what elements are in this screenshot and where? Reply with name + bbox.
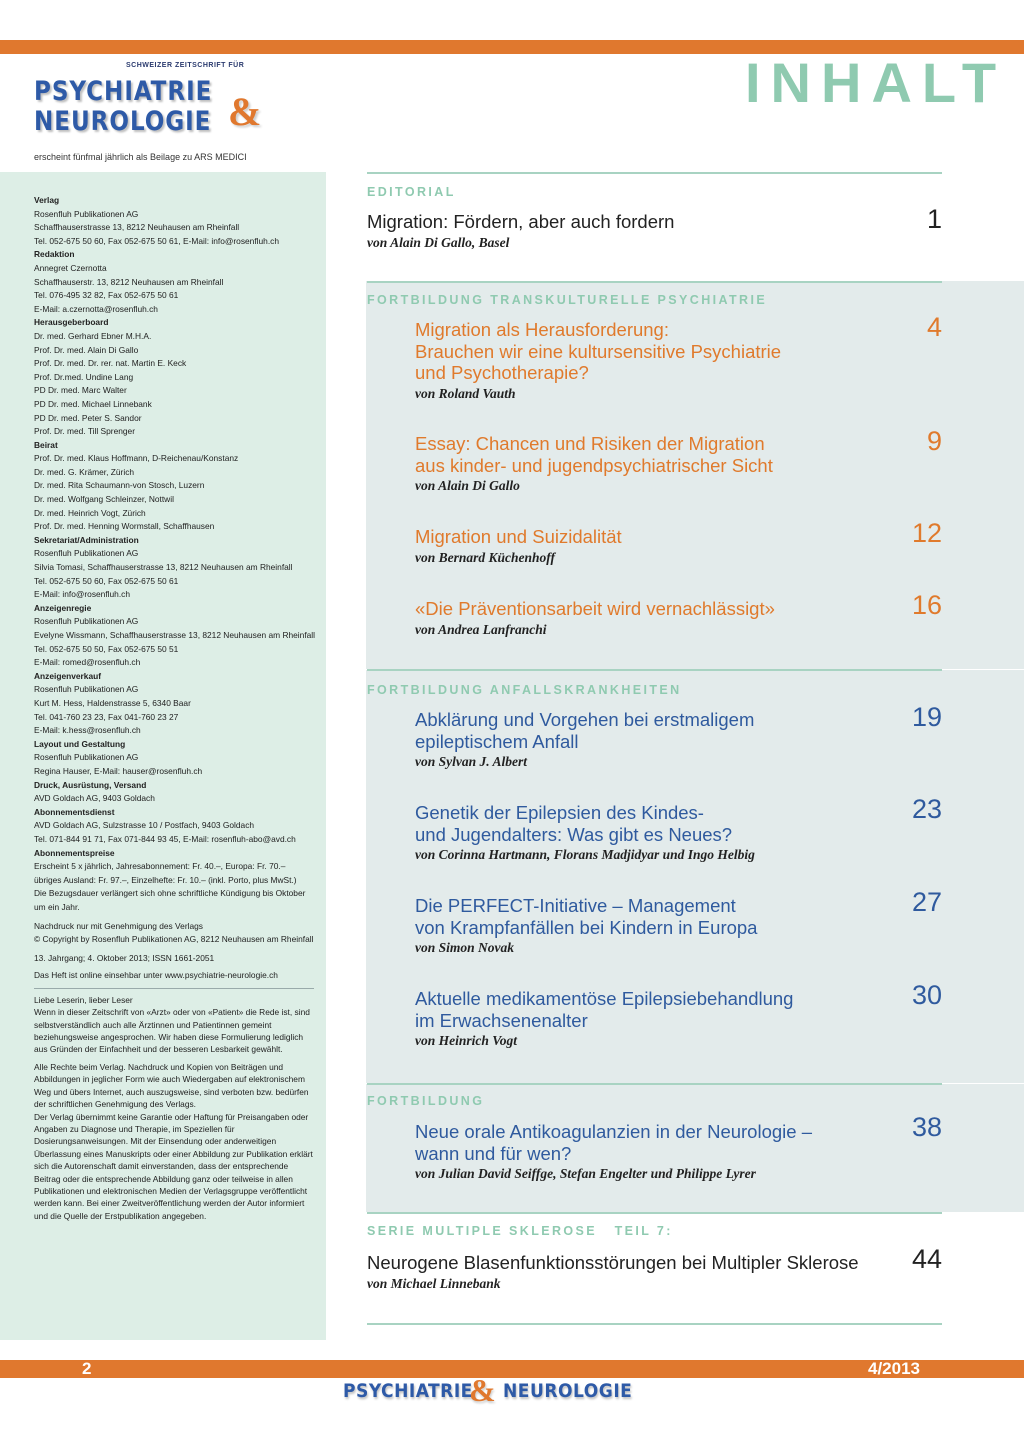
impressum-line: PD Dr. med. Marc Walter bbox=[34, 385, 127, 396]
entry-author: von Julian David Seiffge, Stefan Engelter und Philippe Lyrer bbox=[415, 1166, 756, 1181]
impressum-heading: Beirat bbox=[34, 439, 58, 450]
masthead-kicker: SCHWEIZER ZEITSCHRIFT FÜR bbox=[126, 62, 245, 69]
impressum-line[interactable]: Tel. 071-844 91 71, Fax 071-844 93 45, E-Mail: rosenfluh-abo@avd.ch bbox=[34, 833, 296, 844]
entry-title[interactable]: Migration und Suizidalität bbox=[415, 526, 622, 547]
impressum-line[interactable]: E-Mail: romed@rosenfluh.ch bbox=[34, 657, 141, 668]
section-transkulturell: FORTBILDUNG TRANSKULTURELLE PSYCHIATRIE bbox=[367, 293, 768, 307]
impressum-line: Silvia Tomasi, Schaffhauserstrasse 13, 8212 Neuhausen am Rheinfall bbox=[34, 562, 293, 573]
entry-author: von Andrea Lanfranchi bbox=[415, 621, 547, 637]
entry-title[interactable]: Migration als Herausforderung: Brauchen wir eine kultursensitive Psychiatrie und Psychotherapie? bbox=[415, 319, 782, 383]
impressum-heading: Layout und Gestaltung bbox=[34, 738, 126, 749]
impressum-line: Rosenfluh Publikationen AG bbox=[34, 548, 139, 559]
impressum-heading: Herausgeberboard bbox=[34, 317, 109, 328]
online-note: Das Heft ist online einsehbar unter www.psychiatrie-neurologie.ch bbox=[34, 970, 278, 981]
section-rule bbox=[367, 669, 942, 671]
impressum-line: Prof. Dr. med. Klaus Hoffmann, D-Reichenau/Konstanz bbox=[34, 453, 239, 464]
impressum-heading: Druck, Ausrüstung, Versand bbox=[34, 779, 147, 790]
impressum-line: Prof. Dr. med. Dr. rer. nat. Martin E. Keck bbox=[34, 358, 187, 369]
toc-entry-praevention[interactable] bbox=[415, 598, 775, 638]
entry-author: von Roland Vauth bbox=[415, 385, 516, 401]
impressum-block bbox=[34, 602, 316, 670]
entry-author: von Bernard Küchenhoff bbox=[415, 549, 556, 565]
entry-page: 23 bbox=[911, 794, 942, 824]
entry-title[interactable]: Die PERFECT-Initiative – Management von Krampfanfällen bei Kindern in Europa bbox=[415, 895, 758, 938]
impressum-line: Kurt M. Hess, Haldenstrasse 5, 6340 Baar bbox=[34, 697, 191, 708]
entry-page: 1 bbox=[926, 204, 942, 234]
toc-entry-genetik[interactable] bbox=[415, 802, 755, 863]
section-editorial: EDITORIAL bbox=[367, 185, 456, 199]
impressum-line: Dr. med. Wolfgang Schleinzer, Nottwil bbox=[34, 494, 174, 505]
masthead-subtitle: erscheint fünfmal jährlich als Beilage zu ARS MEDICI bbox=[34, 152, 247, 162]
impressum-block bbox=[34, 670, 316, 738]
impressum-line: Dr. med. G. Krämer, Zürich bbox=[34, 466, 135, 477]
impressum-line: Annegret Czernotta bbox=[34, 262, 107, 273]
section-rule bbox=[367, 1323, 942, 1325]
toc-entry-perfect[interactable] bbox=[415, 895, 757, 956]
impressum-blocks bbox=[34, 194, 316, 914]
entry-author: von Heinrich Vogt bbox=[415, 1033, 518, 1048]
impressum-line: AVD Goldach AG, Sulzstrasse 10 / Postfach, 9403 Goldach bbox=[34, 820, 255, 831]
masthead-neurologie: NEUROLOGIE bbox=[34, 106, 212, 137]
impressum-block bbox=[34, 194, 316, 248]
entry-page: 12 bbox=[911, 518, 942, 548]
entry-title[interactable]: Abklärung und Vorgehen bei erstmaligem epileptischem Anfall bbox=[415, 709, 755, 752]
impressum-heading: Abonnementspreise bbox=[34, 847, 115, 858]
impressum-line: Evelyne Wissmann, Schaffhauserstrasse 13, 8212 Neuhausen am Rheinfall bbox=[34, 630, 316, 640]
impressum-block bbox=[34, 534, 316, 602]
entry-title[interactable]: «Die Präventionsarbeit wird vernachlässigt» bbox=[415, 598, 775, 619]
entry-author: von Michael Linnebank bbox=[367, 1275, 501, 1291]
impressum-line: Rosenfluh Publikationen AG bbox=[34, 752, 139, 763]
impressum-line: Prof. Dr.med. Undine Lang bbox=[34, 371, 134, 382]
impressum-line[interactable]: E-Mail: info@rosenfluh.ch bbox=[34, 589, 131, 600]
footer-logo-psychiatrie: PSYCHIATRIE bbox=[343, 1380, 473, 1402]
impressum-heading: Abonnementsdienst bbox=[34, 806, 115, 817]
page-number: 2 bbox=[82, 1359, 92, 1378]
impressum-line: Prof. Dr. med. Henning Wormstall, Schaffhausen bbox=[34, 521, 215, 532]
copyright: © Copyright by Rosenfluh Publikationen AG, 8212 Neuhausen am Rheinfall bbox=[34, 934, 314, 945]
impressum-block bbox=[34, 738, 316, 779]
impressum-line: Die Bezugsdauer verlängert sich ohne schriftliche Kündigung bis Oktober bbox=[34, 888, 306, 899]
rights-note: Alle Rechte beim Verlag. Nachdruck und Kopien von Beiträgen und Abbildungen in jeglicher Form wie auch Wiedergaben auf elektronischem Weg und übers Internet, auch auszugsweise, sind verboten bzw. bedürfen der schriftlichen Genehmigung des Verlags. bbox=[34, 1061, 309, 1110]
impressum-line: Tel. 052-675 50 60, Fax 052-675 50 61 bbox=[34, 575, 179, 586]
impressum-line: Rosenfluh Publikationen AG bbox=[34, 616, 139, 627]
impressum-block bbox=[34, 248, 316, 316]
footer-logo-neurologie: NEUROLOGIE bbox=[503, 1380, 633, 1402]
impressum-line: PD Dr. med. Michael Linnebank bbox=[34, 398, 152, 409]
entry-page: 30 bbox=[911, 980, 942, 1010]
entry-page: 44 bbox=[911, 1244, 942, 1274]
section-rule bbox=[367, 172, 942, 174]
impressum-line: Prof. Dr. med. Till Sprenger bbox=[34, 426, 136, 437]
entry-page: 27 bbox=[911, 887, 942, 917]
impressum-line[interactable]: Regina Hauser, E-Mail: hauser@rosenfluh.ch bbox=[34, 765, 203, 776]
entry-page: 16 bbox=[911, 590, 942, 620]
issue-number: 4/2013 bbox=[868, 1359, 920, 1378]
impressum-line: Tel. 052-675 50 50, Fax 052-675 50 51 bbox=[34, 643, 179, 654]
toc-entry-abklaerung[interactable] bbox=[415, 709, 754, 770]
sidebar-divider bbox=[34, 988, 314, 989]
section-anfall: FORTBILDUNG ANFALLSKRANKHEITEN bbox=[367, 683, 682, 697]
entry-title[interactable]: Essay: Chancen und Risiken der Migration aus kinder- und jugendpsychiatrischer Sicht bbox=[415, 433, 773, 476]
impressum-heading: Verlag bbox=[34, 195, 60, 205]
impressum-block bbox=[34, 806, 316, 847]
impressum-heading: Anzeigenverkauf bbox=[34, 670, 102, 681]
entry-page: 19 bbox=[911, 702, 942, 732]
impressum-line: Rosenfluh Publikationen AG bbox=[34, 684, 139, 695]
toc-entry-epilepsiebehandlung[interactable] bbox=[415, 988, 793, 1049]
impressum-line: Schaffhauserstrasse 13, 8212 Neuhausen am Rheinfall bbox=[34, 222, 240, 233]
section-rule bbox=[367, 1083, 942, 1085]
entry-author: von Corinna Hartmann, Florans Madjidyar und Ingo Helbig bbox=[415, 847, 755, 862]
masthead-logo bbox=[32, 62, 332, 172]
liability-note: Der Verlag übernimmt keine Garantie oder Haftung für Preisangaben oder Angaben zu Diagnose und Therapie, im Speziellen für Dosierungsanweisungen. Mit der Einsendung oder anderweitigen Überlassung eines Manuskripts oder einer Abbildung zur Publikation erklärt sich die Autorenschaft damit einverstanden, dass der entsprechende Beitrag oder die entsprechende Abbildung ganz oder teilweise in allen Publikationen und elektronischen Medien der Verlagsgruppe veröffentlicht werden kann. Bei einer Zweitveröffentlichung werden der Autor informiert und die Quelle der Erstpublikation angegeben. bbox=[34, 1111, 313, 1221]
toc-entry-editorial[interactable] bbox=[367, 211, 674, 251]
entry-page: 4 bbox=[926, 312, 942, 342]
impressum-line: übriges Ausland: Fr. 97.–, Einzelhefte: Fr. 10.– (inkl. Porto, plus MwSt.) bbox=[34, 874, 297, 885]
impressum-block bbox=[34, 779, 316, 806]
entry-title[interactable]: Neurogene Blasenfunktionsstörungen bei Multipler Sklerose bbox=[367, 1252, 859, 1273]
impressum-block bbox=[34, 439, 316, 534]
impressum-line: Dr. med. Rita Schaumann-von Stosch, Luzern bbox=[34, 480, 205, 491]
impressum-line: Dr. med. Heinrich Vogt, Zürich bbox=[34, 507, 146, 518]
entry-author: von Alain Di Gallo bbox=[415, 478, 520, 493]
section-ms: SERIE MULTIPLE SKLEROSE TEIL 7: bbox=[367, 1224, 673, 1238]
impressum-line[interactable]: E-Mail: a.czernotta@rosenfluh.ch bbox=[34, 303, 158, 314]
footer-logo-ampersand: & bbox=[469, 1372, 496, 1408]
gender-note: Liebe Leserin, lieber Leser Wenn in dieser Zeitschrift von «Arzt» oder von «Patient» die Rede ist, sind selbstverständlich auch alle Ärztinnen und Patientinnen gemeint beziehungsweise angesprochen. Wir haben diese Formulierung lediglich aus Gründen der Einfachheit und der besseren Lesbarkeit gewählt. bbox=[34, 994, 310, 1055]
entry-page: 9 bbox=[926, 426, 942, 456]
entry-author: von Alain Di Gallo, Basel bbox=[367, 234, 510, 250]
impressum-line: Tel. 076-495 32 82, Fax 052-675 50 61 bbox=[34, 290, 179, 301]
impressum-block bbox=[34, 847, 316, 915]
section-rule bbox=[367, 281, 942, 283]
toc-entry-suizidalitaet[interactable] bbox=[415, 526, 622, 566]
impressum-heading: Anzeigenregie bbox=[34, 602, 92, 613]
impressum-line: Erscheint 5 x jährlich, Jahresabonnement: Fr. 40.–, Europa: Fr. 70.– bbox=[34, 861, 286, 872]
masthead-psychiatrie: PSYCHIATRIE bbox=[34, 76, 213, 107]
entry-title[interactable]: Migration: Fördern, aber auch fordern bbox=[367, 211, 675, 232]
entry-title[interactable]: Neue orale Antikoagulanzien in der Neurologie – wann und für wen? bbox=[415, 1121, 812, 1164]
impressum-line: Rosenfluh Publikationen AG bbox=[34, 208, 139, 219]
entry-author: von Simon Novak bbox=[415, 940, 515, 955]
reprint-note: Nachdruck nur mit Genehmigung des Verlags bbox=[34, 921, 203, 932]
impressum-sidebar bbox=[0, 172, 326, 1340]
impressum-heading: Sekretariat/Administration bbox=[34, 534, 139, 545]
impressum-line: PD Dr. med. Peter S. Sandor bbox=[34, 412, 142, 423]
impressum-line: um ein Jahr. bbox=[34, 901, 80, 912]
impressum-line: Prof. Dr. med. Alain Di Gallo bbox=[34, 344, 139, 355]
entry-author: von Sylvan J. Albert bbox=[415, 754, 528, 769]
impressum-block bbox=[34, 316, 316, 438]
impressum-line: AVD Goldach AG, 9403 Goldach bbox=[34, 793, 155, 804]
impressum-line[interactable]: E-Mail: k.hess@rosenfluh.ch bbox=[34, 725, 141, 736]
toc-entry-migration[interactable] bbox=[415, 319, 781, 402]
toc-entry-blasenfunktion[interactable] bbox=[367, 1252, 859, 1292]
impressum-line: Dr. med. Gerhard Ebner M.H.A. bbox=[34, 330, 152, 341]
impressum-heading: Redaktion bbox=[34, 249, 75, 260]
toc-entry-essay[interactable] bbox=[415, 433, 773, 494]
page-title: INHALT bbox=[745, 51, 1007, 114]
impressum-line[interactable]: Tel. 052-675 50 60, Fax 052-675 50 61, E-Mail: info@rosenfluh.ch bbox=[34, 235, 280, 246]
section-rule bbox=[367, 1212, 942, 1214]
entry-title[interactable]: Aktuelle medikamentöse Epilepsiebehandlung im Erwachsenenalter bbox=[415, 988, 794, 1031]
impressum-line: Schaffhauserstr. 13, 8212 Neuhausen am Rheinfall bbox=[34, 276, 224, 287]
entry-page: 38 bbox=[911, 1112, 942, 1142]
section-fortbildung: FORTBILDUNG bbox=[367, 1094, 485, 1108]
issue-info: 13. Jahrgang; 4. Oktober 2013; ISSN 1661-2051 bbox=[34, 952, 215, 963]
masthead-ampersand: & bbox=[228, 89, 262, 134]
impressum-line: Tel. 041-760 23 23, Fax 041-760 23 27 bbox=[34, 711, 179, 722]
toc-entry-antikoagulanzien[interactable] bbox=[415, 1121, 812, 1182]
entry-title[interactable]: Genetik der Epilepsien des Kindes- und Jugendalters: Was gibt es Neues? bbox=[415, 802, 733, 845]
